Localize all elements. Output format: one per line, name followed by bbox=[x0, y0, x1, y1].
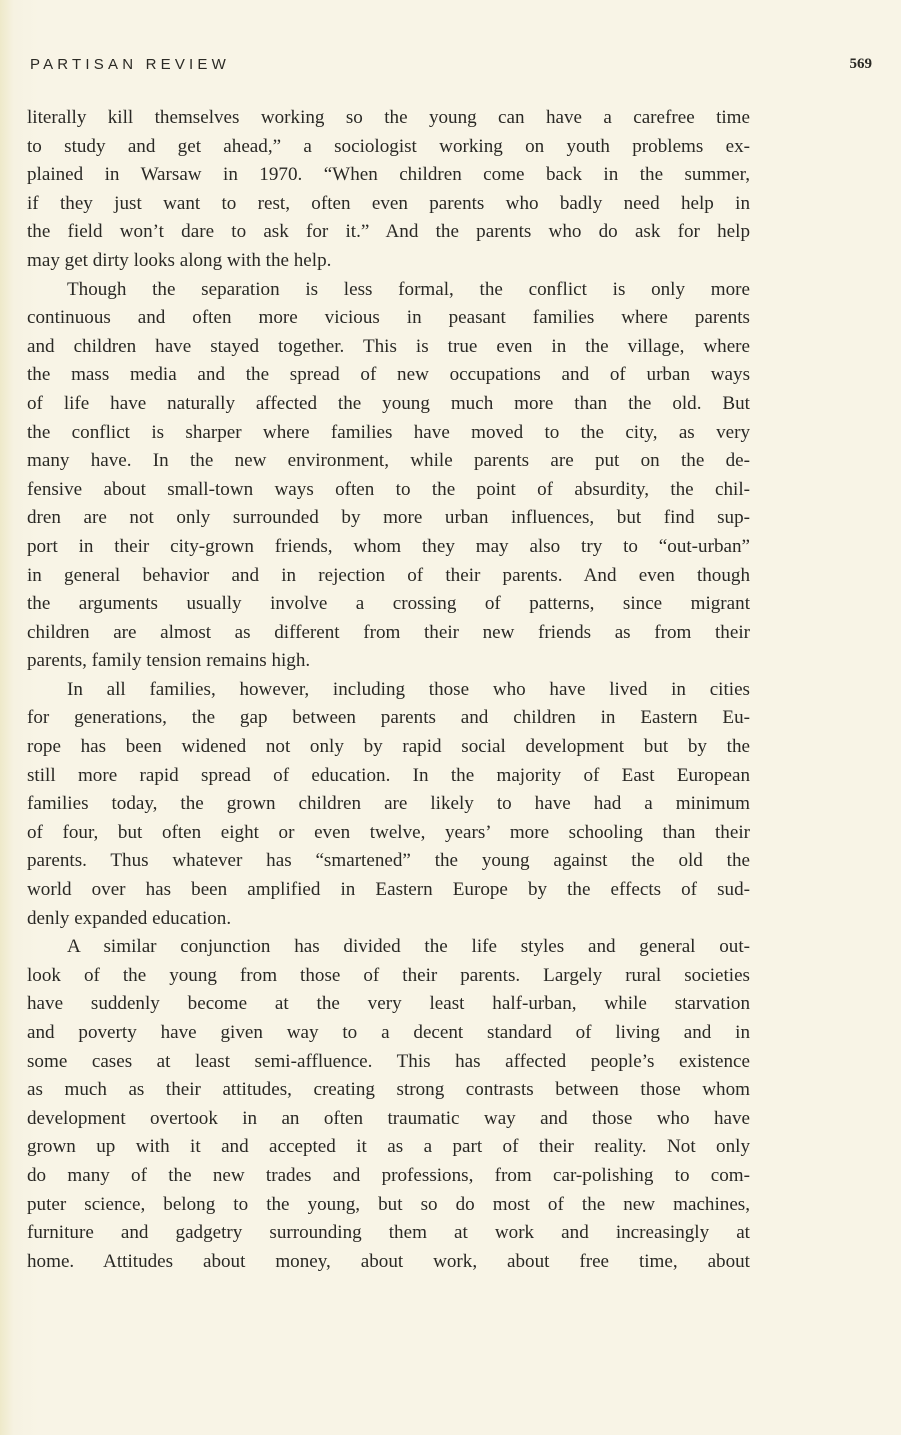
text-line: plained in Warsaw in 1970. “When children come back in the summer, bbox=[27, 164, 750, 186]
text-line: to study and get ahead,” a sociologist working on youth problems ex- bbox=[27, 135, 750, 157]
text-line: the conflict is sharper where families have moved to the city, as very bbox=[27, 421, 750, 443]
text-line: development overtook in an often traumatic way and those who have bbox=[27, 1107, 750, 1129]
text-line: children are almost as different from their new friends as from their bbox=[27, 621, 750, 643]
text-line: look of the young from those of their parents. Largely rural societies bbox=[27, 964, 750, 986]
text-line: parents, family tension remains high. bbox=[27, 650, 311, 672]
text-line: as much as their attitudes, creating strong contrasts between those whom bbox=[27, 1079, 750, 1101]
text-line: the field won’t dare to ask for it.” And the parents who do ask for help bbox=[27, 221, 750, 243]
text-line: furniture and gadgetry surrounding them at work and increasingly at bbox=[27, 1222, 750, 1244]
text-line: grown up with it and accepted it as a part of their reality. Not only bbox=[27, 1136, 750, 1158]
text-line: still more rapid spread of education. In the majority of East European bbox=[27, 764, 750, 786]
text-line: do many of the new trades and professions, from car-polishing to com- bbox=[27, 1164, 750, 1186]
text-line: literally kill themselves working so the young can have a carefree time bbox=[27, 107, 750, 128]
body-text bbox=[27, 104, 750, 1276]
text-line: if they just want to rest, often even parents who badly need help in bbox=[27, 192, 750, 214]
text-line: may get dirty looks along with the help. bbox=[27, 249, 332, 271]
text-line: fensive about small-town ways often to the point of absurdity, the chil- bbox=[27, 478, 750, 500]
text-line: home. Attitudes about money, about work, about free time, about bbox=[27, 1250, 750, 1272]
text-line: denly expanded education. bbox=[27, 907, 232, 929]
paragraph-first-line: In all families, however, including those who have lived in cities bbox=[67, 678, 750, 700]
text-line: in general behavior and in rejection of their parents. And even though bbox=[27, 564, 750, 586]
text-line: and children have stayed together. This is true even in the village, where bbox=[27, 335, 750, 357]
text-line: of four, but often eight or even twelve, years’ more schooling than their bbox=[27, 821, 750, 843]
text-line: families today, the grown children are likely to have had a minimum bbox=[27, 793, 750, 815]
page-header bbox=[30, 56, 872, 78]
text-line: port in their city-grown friends, whom they may also try to “out-urban” bbox=[27, 535, 750, 557]
text-line: the mass media and the spread of new occupations and of urban ways bbox=[27, 364, 750, 386]
running-head: PARTISAN REVIEW bbox=[30, 56, 230, 73]
text-line: many have. In the new environment, while parents are put on the de- bbox=[27, 450, 750, 472]
text-line: dren are not only surrounded by more urban influences, but find sup- bbox=[27, 507, 750, 529]
text-line: and poverty have given way to a decent standard of living and in bbox=[27, 1022, 750, 1043]
text-line: of life have naturally affected the young much more than the old. But bbox=[27, 392, 750, 414]
text-line: parents. Thus whatever has “smartened” the young against the old the bbox=[27, 850, 750, 872]
text-line: for generations, the gap between parents and children in Eastern Eu- bbox=[27, 707, 750, 729]
text-line: puter science, belong to the young, but so do most of the new machines, bbox=[27, 1193, 750, 1215]
text-line: rope has been widened not only by rapid social development but by the bbox=[27, 736, 750, 758]
text-line: continuous and often more vicious in peasant families where parents bbox=[27, 307, 750, 329]
page-number: 569 bbox=[849, 56, 872, 72]
text-line: world over has been amplified in Eastern Europe by the effects of sud- bbox=[27, 879, 750, 901]
paragraph-first-line: Though the separation is less formal, the conflict is only more bbox=[67, 278, 750, 300]
text-line: the arguments usually involve a crossing of patterns, since migrant bbox=[27, 593, 750, 615]
text-line: some cases at least semi-affluence. This has affected people’s existence bbox=[27, 1050, 750, 1072]
paragraph-first-line: A similar conjunction has divided the life styles and general out- bbox=[67, 936, 750, 958]
text-line: have suddenly become at the very least half-urban, while starvation bbox=[27, 993, 750, 1015]
